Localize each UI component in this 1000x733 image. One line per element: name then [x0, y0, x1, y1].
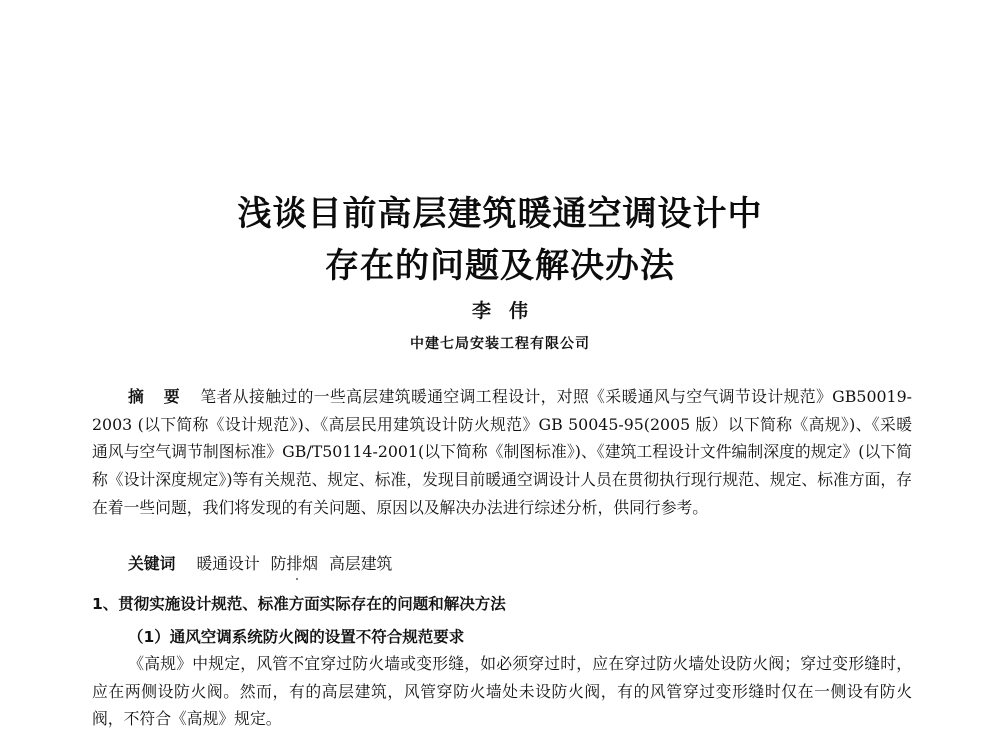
abstract-text: 笔者从接触过的一些高层建筑暖通空调工程设计，对照《采暖通风与空气调节设计规范》GB50019-2003 (以下简称《设计规范》)、《高层民用建筑设计防火规范》GB 50045-95(2005 版）以下简称《高规》)、《采暖通风与空气调节制图标准》GB/T50114-2001(以下简称《制图标准》)、《建筑工程设计文件编制深度的规定》(以下简称《设计深度规定》)等有关规范、规定、标准，发现目前暖通空调设计人员在贯彻执行现行规范、规定、标准方面，存在着一些问题，我们将发现的有关问题、原因以及解决办法进行综述分析，供同行参考。 [92, 387, 912, 517]
speck-mark [296, 578, 298, 580]
author-name: 李伟 [471, 300, 546, 322]
paper-title-line-1: 浅谈目前高层建筑暖通空调设计中 [237, 194, 763, 234]
abstract-label: 摘要 [128, 387, 200, 406]
keyword-item: 高层建筑 [329, 554, 393, 573]
section-1-heading: 1、贯彻实施设计规范、标准方面实际存在的问题和解决方法 [92, 595, 506, 613]
author-affiliation: 中建七局安装工程有限公司 [410, 336, 590, 352]
keywords-label: 关键词 [128, 554, 176, 573]
section-1-subheading: （1）通风空调系统防火阀的设置不符合规范要求 [128, 628, 465, 646]
abstract-paragraph [92, 383, 912, 522]
section-1-paragraph [92, 650, 912, 733]
section-1-paragraph-text: 《高规》中规定，风管不宜穿过防火墙或变形缝，如必须穿过时，应在穿过防火墙处设防火阀；穿过变形缝时，应在两侧设防火阀。然而，有的高层建筑，风管穿防火墙处未设防火阀，有的风管穿过变形缝时仅在一侧设有防火阀，不符合《高规》规定。 [92, 654, 912, 729]
keywords-line [128, 551, 398, 574]
keyword-item: 防排烟 [270, 554, 319, 573]
keyword-item: 暖通设计 [196, 554, 260, 573]
paper-title-line-2: 存在的问题及解决办法 [325, 246, 675, 286]
